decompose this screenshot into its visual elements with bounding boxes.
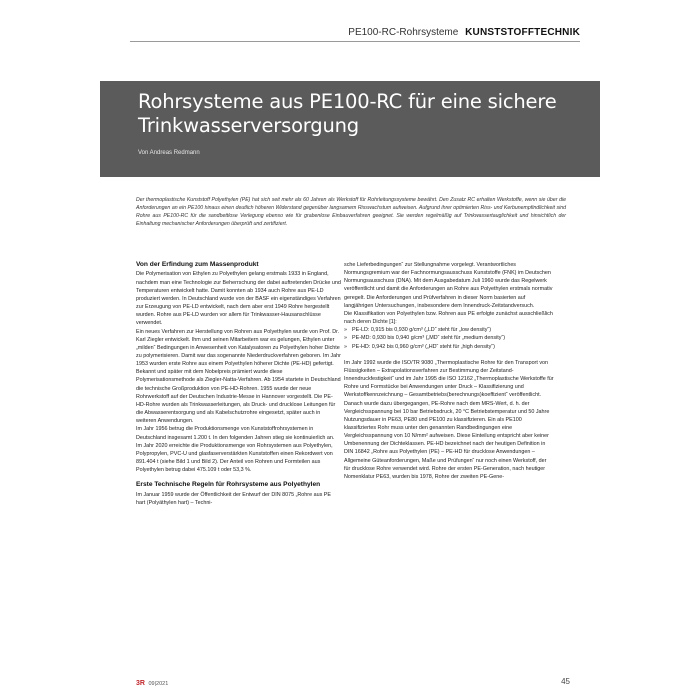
header-section: KUNSTSTOFFTECHNIK bbox=[465, 27, 580, 38]
title-banner bbox=[100, 81, 600, 177]
list-item-text: PE-LD: 0,915 bis 0,930 g/cm³ („LD“ steht für „low density“) bbox=[352, 327, 492, 334]
paragraph: Im Jahr 1956 betrug die Produktionsmenge von Kunststoffrohrsystemen in Deutschland insgesamt 1.200 t. In den folgenden Jahren stieg sie kontinuierlich an. Im Jahr 2020 erreichte die Produktionsmenge von Rohrsystemen aus Polyethylen, Polypropylen, PVC-U und glasfaserverstärkten Kunststoffen einen Rekordwert von 891.404 t (siehe Bild 1 und Bild 2). Der Anteil von Rohren und Formteilen aus Polyethylen betrug dabei 475.109 t oder 53,3 %. bbox=[136, 426, 335, 474]
article-lead: Der thermoplastische Kunststoff Polyethylen (PE) hat sich seit mehr als 60 Jahren als Werkstoff für Rohrleitungssysteme bewährt. Den Zusatz RC erhalten Werkstoffe, wenn sie über die Anforderungen an ein PE100 hinaus einen deutlich höheren Widerstand gegenüber langsamem Risswachstum aufweisen. Aufgrund ihrer optimierten Riss- und Kerbunempfindlichkeit sind Rohre aus PE100-RC für die sandbettlose Verlegung ebenso wie für grabenlose Einbauverfahren geeignet. Sie werden regelmäßig auf Trinkwassertauglichkeit und hinsichtlich der Einhaltung mechanischer Anforderungen überprüft und zertifiziert. bbox=[136, 197, 566, 227]
paragraph: Im Jahr 1992 wurde die ISO/TR 9080 „Thermoplastische Rohre für den Transport von Flüssigkeiten – Extrapolationsverfahren zur Bestimmung der Zeitstand-Innendruckfestigkeit“ und im Jahr 1995 die ISO 12162 „Thermoplastische Werkstoffe für Rohre und Formstücke bei Anwendungen unter Druck – Klassifizierung und Werkstoffkennzeichnung – Gesamtbetriebs(berechnungs)koeffizient“ veröffentlicht. Danach wurde dazu übergegangen, PE-Rohre nach dem MRS-Wert, d. h. der Vergleichsspannung bei 10 bar Betriebsdruck, 20 °C Betriebstemperatur und 50 Jahre Nutzungsdauer in PE63, PE80 und PE100 zu klassifizieren. Ein als PE100 klassifiziertes Rohr muss unter den genannten Randbedingungen eine Vergleichsspannung von 10 N/mm² aufweisen. Diese Einteilung entspricht aber keiner Umbenennung der Dichteklassen. PE-HD bezeichnet nach der heutigen Definition in DIN 16842 „Rohre aus Polyethylen (PE) – PE-HD für drucklose Anwendungen – Allgemeine Güteanforderungen, Maße und Prüfungen“ nur noch einen Werkstoff, der für drucklose Rohre verwendet wird. Rohre der ersten PE-Generation, nach heutiger Nomenklatur PE63, wurden bis 1978, Rohre der zweiten PE-Gene- bbox=[344, 359, 554, 480]
article-title: Rohrsysteme aus PE100-RC für eine sichere Trinkwasserversorgung bbox=[138, 90, 557, 137]
bullet-marker: » bbox=[344, 343, 347, 350]
paragraph: Die Polymerisation von Ethylen zu Polyethylen gelang erstmals 1933 in England, nachdem man eine Technologie zur Beherrschung der dabei auftretenden Drücke und Temperaturen entwickelt hatte. Damit konnten ab 1934 auch Rohre aus PE-LD produziert werden. In Deutschland wurde von der BASF ein eigenständiges Verfahren zur Erzeugung von PE-LD entwickelt, nach dem aber erst 1949 Rohre hergestellt wurden. Rohre aus PE-LD wurden vor allem für Trinkwasser-Hausanschlüsse verwendet. bbox=[136, 271, 341, 327]
paragraph: Ein neues Verfahren zur Herstellung von Rohren aus Polyethylen wurde von Prof. Dr. Karl Ziegler entwickelt. Ihm und seinen Mitarbeitern war es gelungen, Ethylen unter „milden“ Bedingungen in Anwesenheit von Katalysatoren zu Polyethylen hoher Dichte zu polymerisieren. Damit war das sogenannte Niederdruckverfahren geboren. Im Jahr 1953 wurden erste Rohre aus einem Polyethylen höherer Dichte (PE-HD) gefertigt. Bekannt und später mit dem Nobelpreis prämiert wurde diese Polymerisationsmethode als Ziegler-Natta-Verfahren. Ab 1954 startete in Deutschland die technische Großproduktion von PE-HD-Rohren. 1955 wurde der neue Rohrwerkstoff auf der Deutschen Industrie-Messe in Hannover vorgestellt. Die PE-HD-Rohre wurden als Trinkwasserleitungen, als Druck- und drucklose Leitungen für die Abwasserentsorgung und als Kabelschutzrohre eingesetzt, später auch in weiteren Anwendungen. bbox=[136, 328, 341, 425]
paragraph: Die Klassifikation von Polyethylen bzw. Rohren aus PE erfolgte zunächst ausschließlich nach deren Dichte [1]: bbox=[344, 310, 553, 326]
header-rule bbox=[130, 41, 580, 42]
list-item-text: PE-MD: 0,930 bis 0,940 g/cm³ („MD“ steht für „medium density“) bbox=[352, 335, 506, 342]
paragraph: Im Januar 1959 wurde der Öffentlichkeit der Entwurf der DIN 8075 „Rohre aus PE hart (Polyäthylen hart) – Techni- bbox=[136, 491, 331, 506]
issue-number: 09|2021 bbox=[148, 681, 169, 687]
section-heading: Von der Erfindung zum Massenprodukt bbox=[136, 261, 259, 268]
running-header bbox=[348, 27, 580, 38]
bullet-marker: » bbox=[344, 335, 347, 342]
list-item bbox=[344, 334, 554, 342]
page-footer bbox=[136, 677, 570, 692]
page-number: 45 bbox=[561, 677, 570, 686]
list-item bbox=[344, 343, 554, 351]
column-left bbox=[136, 261, 341, 507]
paragraph: sche Lieferbedingungen“ zur Stellungnahme vorgelegt. Verantwortliches Normungsgremium war der Fachnormungsausschuss Kunststoffe (FNK) im Deutschen Normungsausschuss (DNA). Mit dem Ausgabedatum Juli 1960 wurde das Regelwerk veröffentlicht und damit die Anforderungen an Rohre aus Polyethylen erstmals normativ geregelt. Die Anforderungen und Prüfverfahren in dieser Norm basierten auf langjährigen Untersuchungen, insbesondere dem Innendruck-Zeitstandversuch. bbox=[344, 262, 553, 309]
article-author: Von Andreas Redmann bbox=[138, 150, 200, 156]
header-subtitle: PE100-RC-Rohrsysteme bbox=[348, 27, 459, 38]
list-item-text: PE-HD: 0,942 bis 0,960 g/cm³ („HD“ steht für „high density“) bbox=[352, 343, 495, 350]
list-item bbox=[344, 326, 554, 334]
magazine-logo: 3R bbox=[136, 680, 145, 687]
section-heading: Erste Technische Regeln für Rohrsysteme aus Polyethylen bbox=[136, 481, 321, 489]
column-right bbox=[344, 261, 554, 481]
bullet-marker: » bbox=[344, 327, 347, 334]
